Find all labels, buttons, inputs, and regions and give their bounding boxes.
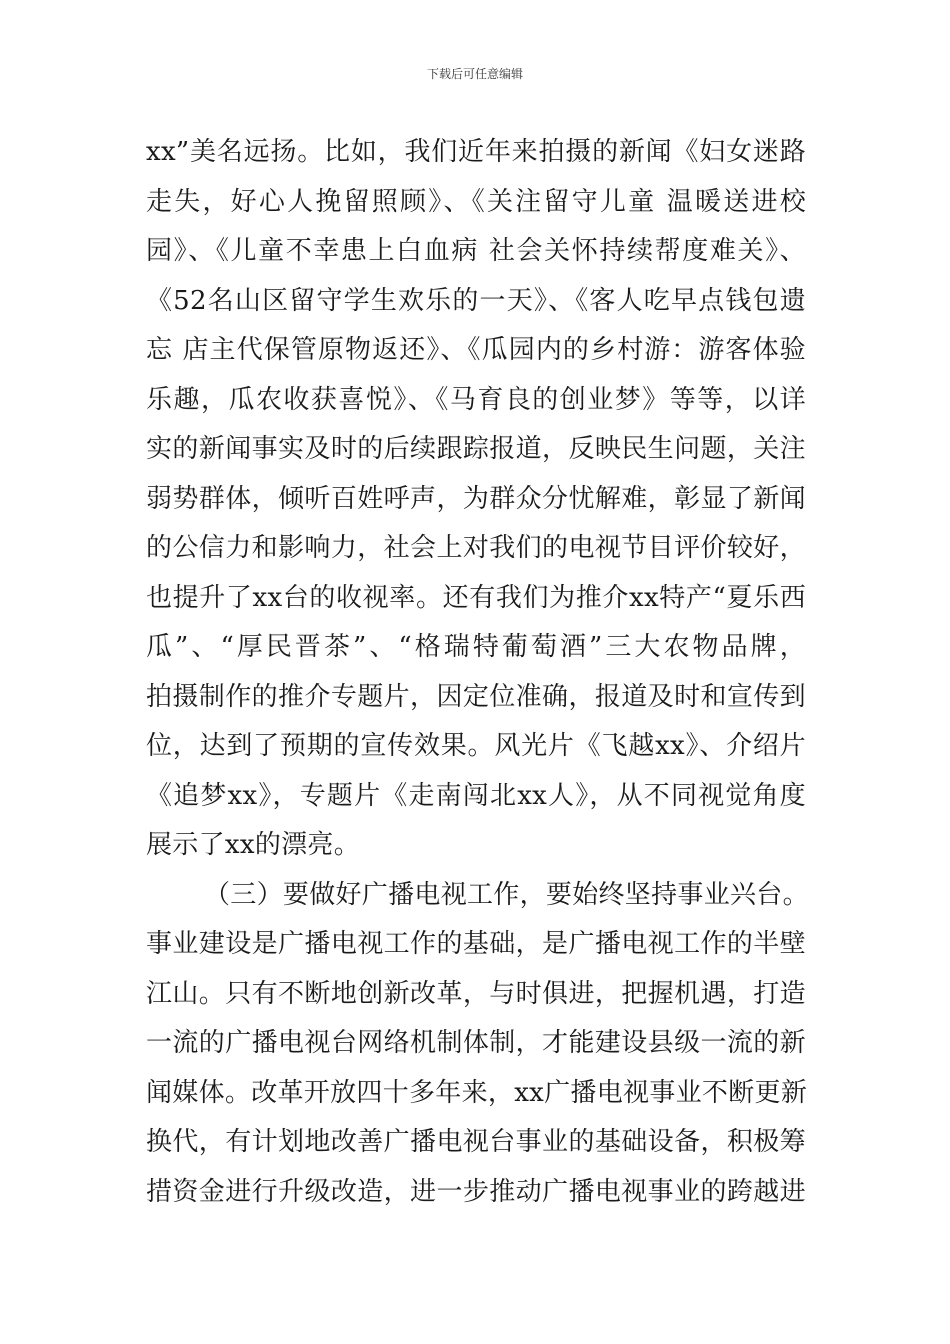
document-body [146, 128, 809, 1217]
text-line: 一流的广播电视台网络机制体制，才能建设县级一流的新 [146, 1028, 806, 1058]
text-line: 瓜”、“厚民晋茶”、“格瑞特葡萄酒”三大农物品牌， [146, 632, 806, 662]
text-line: 闻媒体。改革开放四十多年来，xx广播电视事业不断更新 [146, 1077, 808, 1108]
text-line: 园》、《儿童不幸患上白血病 社会关怀持续帮度难关》、 [146, 236, 806, 266]
text-line: 换代，有计划地改善广播电视台事业的基础设备，积极筹 [146, 1127, 806, 1157]
text-line: 的公信力和影响力，社会上对我们的电视节目评价较好， [146, 533, 806, 563]
page-header-note: 下载后可任意编辑 [426, 67, 523, 81]
text-line: 事业建设是广播电视工作的基础，是广播电视工作的半壁 [146, 929, 806, 959]
text-line: 也提升了xx台的收视率。还有我们为推介xx特产“夏乐西 [146, 582, 806, 613]
text-line: 《52名山区留守学生欢乐的一天》、《客人吃早点钱包遗 [146, 285, 806, 316]
text-line: 位，达到了预期的宣传效果。风光片《飞越xx》、介绍片 [146, 731, 806, 761]
text-line: （三）要做好广播电视工作，要始终坚持事业兴台。 [204, 879, 809, 910]
text-line: 弱势群体，倾听百姓呼声，为群众分忧解难，彰显了新闻 [146, 483, 806, 514]
text-line: xx”美名远扬。比如，我们近年来拍摄的新闻《妇女迷路 [146, 137, 806, 167]
text-line: 乐趣，瓜农收获喜悦》、《马育良的创业梦》等等，以详 [146, 384, 806, 415]
text-line: 走失，好心人挽留照顾》、《关注留守儿童 温暖送进校 [146, 186, 806, 217]
text-line: 江山。只有不断地创新改革，与时俱进，把握机遇，打造 [146, 978, 806, 1009]
text-line: 措资金进行升级改造，进一步推动广播电视事业的跨越进 [146, 1176, 806, 1207]
text-line: 忘 店主代保管原物返还》、《瓜园内的乡村游：游客体验 [146, 335, 806, 365]
text-line: 展示了xx的漂亮。 [146, 830, 361, 860]
text-line: 实的新闻事实及时的后续跟踪报道，反映民生问题，关注 [146, 434, 806, 464]
text-line: 《追梦xx》，专题片《走南闯北xx人》，从不同视觉角度 [146, 780, 806, 811]
text-line: 拍摄制作的推介专题片，因定位准确，报道及时和宣传到 [146, 681, 806, 712]
